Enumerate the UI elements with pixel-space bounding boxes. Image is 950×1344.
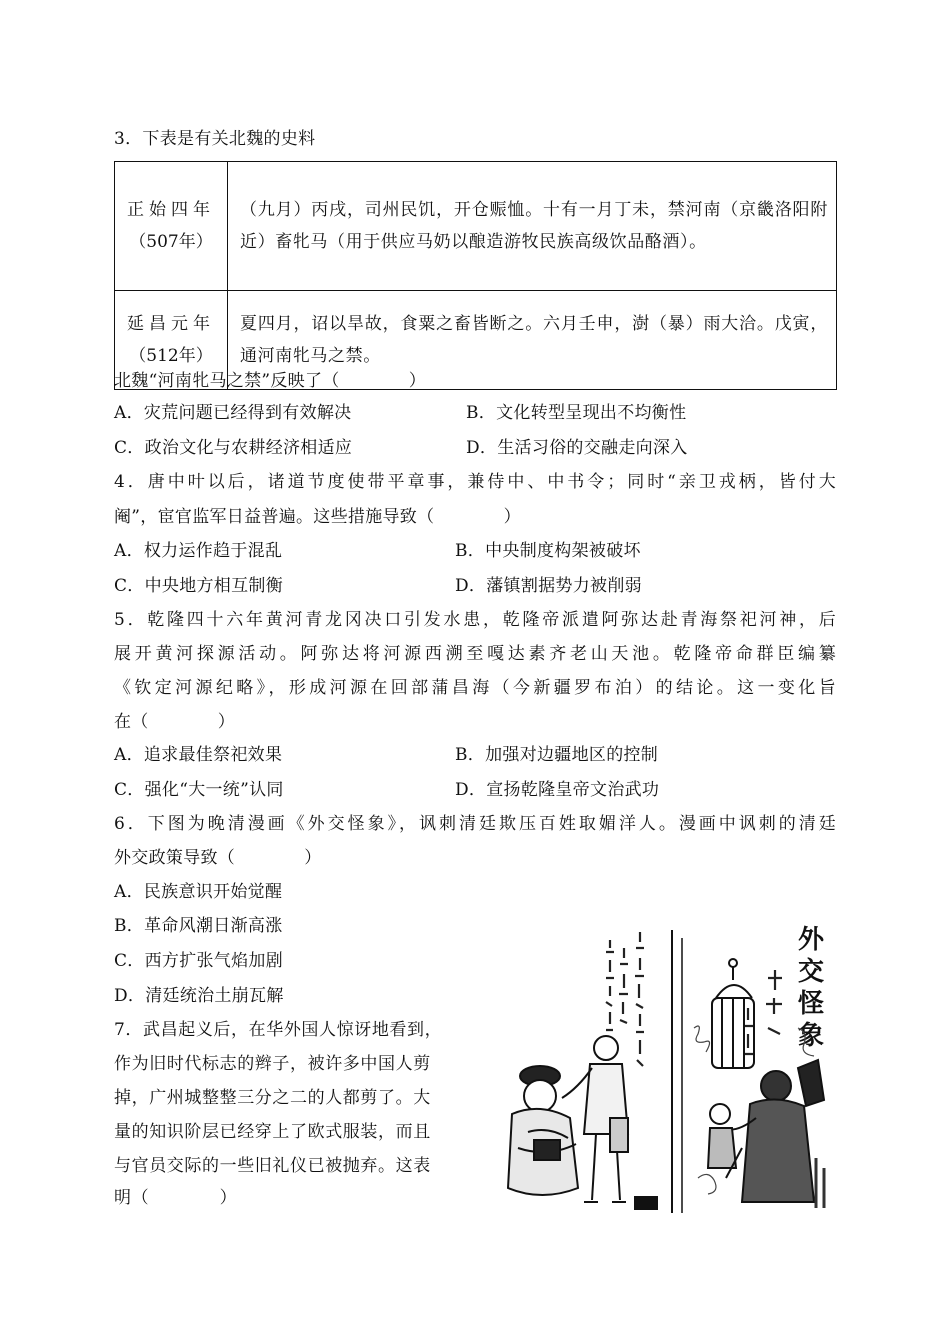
q4-option-a[interactable]: A．权力运作趋于混乱 [114, 541, 283, 561]
q3-option-c[interactable]: C．政治文化与农耕经济相适应 [114, 438, 353, 458]
year-ad: （512年） [129, 346, 213, 366]
q6-stem-line2: 外交政策导致（ ） [114, 848, 322, 868]
table-row [115, 162, 837, 291]
q6-stem-line1: 6．下图为晚清漫画《外交怪象》，讽刺清廷欺压百姓取媚洋人。漫画中讽刺的清廷 [114, 814, 836, 834]
q5-option-a[interactable]: A．追求最佳祭祀效果 [114, 745, 283, 765]
source-text: （九月）丙戌，司州民饥，开仓赈恤。十有一月丁未，禁河南（京畿洛阳附近）畜牝马（用于供应马奶以酿造游牧民族高级饮品酪酒）。 [228, 162, 837, 291]
q5-stem-line4: 在（ ） [114, 712, 236, 732]
q6-option-a[interactable]: A．民族意识开始觉醒 [114, 882, 283, 902]
year-name: 延昌元年 [127, 314, 215, 334]
q4-option-c[interactable]: C．中央地方相互制衡 [114, 576, 284, 596]
q3-option-b[interactable]: B．文化转型呈现出不均衡性 [466, 403, 687, 423]
q6-option-c[interactable]: C．西方扩张气焰加剧 [114, 951, 284, 971]
q4-option-b[interactable]: B．中央制度构架被破坏 [455, 541, 641, 561]
q5-stem-line1: 5．乾隆四十六年黄河青龙冈决口引发水患，乾隆帝派遣阿弥达赴青海祭祀河神，后 [114, 610, 836, 630]
q5-option-b[interactable]: B．加强对边疆地区的控制 [455, 745, 659, 765]
q7-stem-line6: 明（ ） [114, 1188, 238, 1208]
q7-stem-line5: 与官员交际的一些旧礼仪已被抛弃。这表 [114, 1156, 431, 1176]
q4-stem-line2: 阉”，宦官监军日益普遍。这些措施导致（ ） [114, 507, 521, 527]
q3-stem: 3．下表是有关北魏的史料 [114, 129, 316, 149]
year-name: 正始四年 [127, 200, 215, 220]
q3-option-d[interactable]: D．生活习俗的交融走向深入 [466, 438, 688, 458]
q7-stem-line3: 掉，广州城整整三分之二的人都剪了。大 [114, 1088, 431, 1108]
q5-stem-line2: 展开黄河探源活动。阿弥达将河源西溯至嘎达素齐老山天池。乾隆帝命群臣编纂 [114, 644, 836, 664]
source-text: 夏四月，诏以旱故，食粟之畜皆断之。六月壬申，澍（暴）雨大洽。戊寅，通河南牝马之禁。 [228, 291, 837, 390]
cartoon-title: 外交怪象 [798, 925, 825, 1051]
q7-stem-line2: 作为旧时代标志的辫子，被许多中国人剪 [114, 1054, 431, 1074]
q7-stem-line4: 量的知识阶层已经穿上了欧式服装，而且 [114, 1122, 431, 1142]
q5-stem-line3: 《钦定河源纪略》，形成河源在回部蒲昌海（今新疆罗布泊）的结论。这一变化旨 [114, 678, 836, 698]
q7-stem-line1: 7．武昌起义后，在华外国人惊讶地看到， [114, 1020, 443, 1040]
q5-option-d[interactable]: D．宣扬乾隆皇帝文治武功 [455, 780, 660, 800]
q5-option-c[interactable]: C．强化“大一统”认同 [114, 780, 284, 800]
q4-option-d[interactable]: D．藩镇割据势力被削弱 [455, 576, 642, 596]
q3-option-a[interactable]: A．灾荒问题已经得到有效解决 [114, 403, 352, 423]
q4-stem-line1: 4．唐中叶以后，诸道节度使带平章事，兼侍中、中书令；同时“亲卫戎柄，皆付大 [114, 472, 836, 492]
q6-option-d[interactable]: D．清廷统治土崩瓦解 [114, 986, 284, 1006]
cartoon-illustration [498, 918, 846, 1220]
q3-source-table [114, 161, 837, 390]
year-ad: （507年） [129, 232, 213, 252]
q6-option-b[interactable]: B．革命风潮日渐高涨 [114, 916, 283, 936]
year-cell [115, 162, 228, 291]
q3-question: 北魏“河南牝马之禁”反映了（ ） [114, 371, 427, 391]
